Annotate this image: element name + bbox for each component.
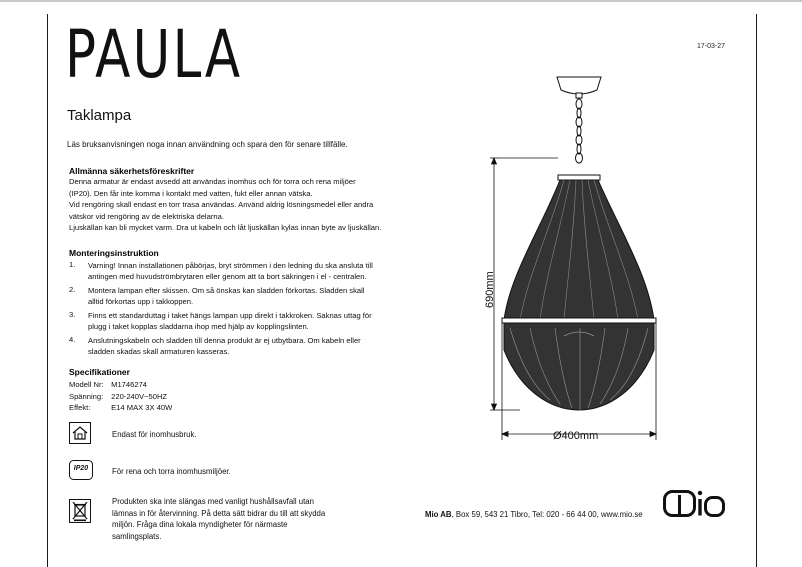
safety-text <box>69 176 419 234</box>
chandelier-drawing <box>480 60 680 450</box>
ip20-icon <box>69 460 93 480</box>
step-line: Montera lampan efter skissen. Om så önskas kan sladden förkortas. Sladden skall <box>88 286 365 295</box>
specs-list <box>69 379 172 414</box>
weee-note <box>112 496 325 542</box>
left-margin-line <box>47 14 48 567</box>
company-address: , Box 59, 543 21 Tibro, Tel: 020 - 66 44 00, www.mio.se <box>451 510 643 519</box>
height-dimension-label: 690mm <box>484 271 496 308</box>
top-border <box>0 0 802 2</box>
safety-heading: Allmänna säkerhetsföreskrifter <box>69 166 195 176</box>
step-number: 3. <box>69 310 76 319</box>
safety-line: Vid rengöring skall endast en torr trasa användas. Använd aldrig lösningsmedel eller andra <box>69 200 374 210</box>
spec-key: Modell Nr: <box>69 380 104 389</box>
specs-heading: Specifikationer <box>69 367 130 377</box>
intro-text: Läs bruksanvisningen noga innan användning och spara den för senare tillfälle. <box>67 140 348 149</box>
step-line: sladden skadas skall armaturen kasseras. <box>88 347 230 356</box>
mounting-step <box>69 310 419 332</box>
step-line: Anslutningskabeln och sladden till denna produkt är ej utbytbara. Om kabeln eller <box>88 336 361 345</box>
step-number: 1. <box>69 260 76 269</box>
company-info <box>425 510 643 519</box>
mounting-steps <box>69 260 419 360</box>
spec-key: Effekt: <box>69 403 91 412</box>
width-dimension-label: Ø400mm <box>553 430 599 442</box>
mounting-step <box>69 285 419 307</box>
safety-line: Ljuskällan kan bli mycket varm. Dra ut kabeln och låt ljuskällan kylas innan byte av ljuskällan. <box>69 223 382 233</box>
spec-row <box>69 379 172 391</box>
product-subtitle: Taklampa <box>67 107 132 124</box>
weee-line: Produkten ska inte slängas med vanligt hushållsavfall utan <box>112 497 314 506</box>
mounting-step <box>69 335 419 357</box>
safety-line: vätskor vid rengöring av de elektriska delarna. <box>69 211 224 221</box>
spec-value: 220-240V~50HZ <box>111 391 168 401</box>
company-name: Mio AB <box>425 510 452 519</box>
spec-row <box>69 402 172 414</box>
ip20-label: IP20 <box>73 465 89 472</box>
indoor-note: Endast för inomhusbruk. <box>112 430 197 439</box>
document-date: 17-03-27 <box>697 43 726 50</box>
product-title: PAULA <box>65 16 243 93</box>
weee-bin-icon <box>69 499 91 521</box>
ip-note: För rena och torra inomhusmiljöer. <box>112 467 231 476</box>
step-line: plugg i taket kopplas sladdarna ihop med hjälp av kopplingslinten. <box>88 322 309 331</box>
step-line: Finns ett standarduttag i taket hängs lampan upp direkt i takkroken. Saknas uttag för <box>88 311 372 320</box>
weee-line: miljön. Fråga dina lokala myndigheter för närmaste <box>112 520 288 529</box>
right-margin-line <box>756 14 757 567</box>
step-number: 2. <box>69 285 76 294</box>
spec-row <box>69 391 172 403</box>
step-line: antingen med huvudströmbrytaren eller genom att ta bort säkringen i el - centralen. <box>88 272 367 281</box>
mounting-heading: Monteringsinstruktion <box>69 248 159 258</box>
safety-line: Denna armatur är endast avsedd att användas inomhus och för torra och rena miljöer <box>69 177 356 186</box>
chandelier-illustration <box>502 77 656 410</box>
step-line: Varning! Innan installationen påbörjas, bryt strömmen i den ledning du ska ansluta till <box>88 261 373 270</box>
mio-logo <box>663 487 725 519</box>
spec-value: E14 MAX 3X 40W <box>111 403 173 412</box>
indoor-house-icon <box>69 422 91 444</box>
mounting-step <box>69 260 419 282</box>
spec-key: Spänning: <box>69 391 104 401</box>
step-number: 4. <box>69 335 76 344</box>
step-line: alltid förkortas upp i takkoppen. <box>88 297 194 306</box>
weee-line: lämnas in för återvinning. På detta sätt bidrar du till att skydda <box>112 508 326 518</box>
weee-line: samlingsplats. <box>112 531 162 541</box>
spec-value: M1746274 <box>111 380 148 389</box>
safety-line: (IP20). Den får inte komma i kontakt med vatten, fukt eller annan vätska. <box>69 188 313 198</box>
